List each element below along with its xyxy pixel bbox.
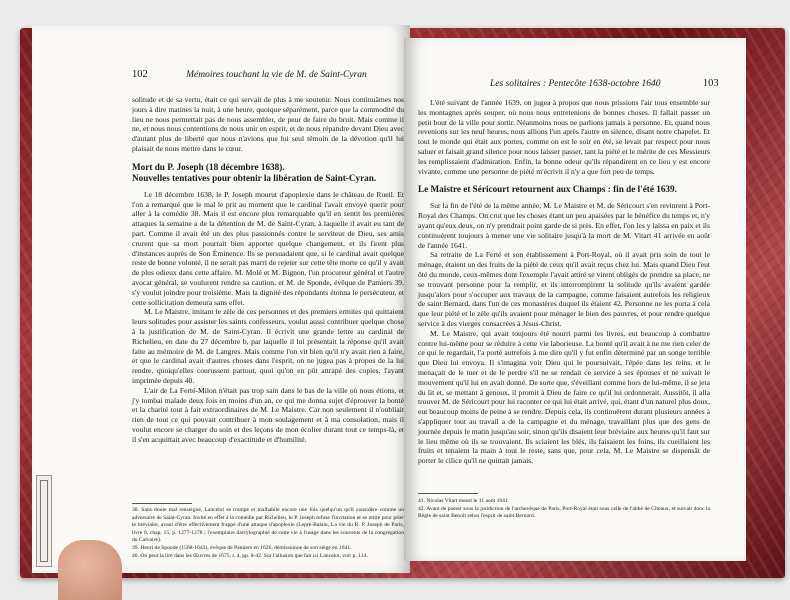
left-paragraph-2: M. Le Maistre, imitant le zèle de ces personnes et des premiers ermites qui quittaient leurs solitudes pour assister les saints confesseurs, voulut aussi contribuer quelque chose à la justification de M. de Saint-Cyran. Il écrivit une grande lettre au cardinal de Richelieu, en date du 27 décembre b, par laquelle il lui présentait la réponse qu'il avait faite au mémoire de M. de Langres. Mais comme l'on vit bien qu'il n'y avait rien à faire, et que le cardinal avait d'autres choses dans l'esprit, on ne jugea pas à propos de la lui rendre, quoiqu'elles courussent partout, quoi qu'on en pût attrapé des copies, l'ayant imprimée depuis 40. [132, 307, 404, 385]
footnote-42: 42. Avant de passer sous la juridiction de l'archevêque de Paris, Port-Royal était sous celle de l'abbé de Cîteaux, et suivait donc la Règle de saint Benoît selon l'esprit de saint Bernard. [418, 505, 710, 520]
right-paragraph-3: M. Le Maistre, qui avait toujours été nourri parmi les livres, eut beaucoup à combattre contre lui-même pour se réduire à cette vie laborieuse. La bonté qu'il avait à ne me rien celer de ce qui le regardait, l'a porté autrefois à me dire qu'il y fut enfin déterminé par un songe terrible que Dieu lui envoya. Il s'imagina voir Dieu qui le poursuivait, l'épée dans les reins, et le menaçait de le tuer et de le perdre s'il ne se rendait ce service à ses épouses et ne suivait le mouvement qu'il lui en avait donné. De sorte que, s'éveillant comme hors de lui-même, il se jeta du lit et, se mettant à genoux, il promit à Dieu de faire ce qu'il lui ordonnerait. Aussitôt, il alla trouver M. de Séricourt pour lui raconter ce qui lui était arrivé, qui, étant d'un naturel plus doux, eut beaucoup moins de peine à se rendre. Depuis cela, ils continuèrent durant plusieurs années à s'appliquer tout au travail a de la campagne et du ménage, travaillant plus que des gens de journée depuis le matin jusqu'au soir, sinon qu'ils disaient leur bréviaire aux heures qu'il faut sur le lieu même où ils se trouvaient. Ils sciaient les blés, ils faisaient les foins, ils cueillaient les fruits et tenaient la main à tout le reste, sans que, pour cela, M. Le Maistre se dispensât de porter le cilice qu'il ne quittait jamais. [418, 328, 710, 466]
left-section-heading-line-1: Mort du P. Joseph (18 décembre 1638). [132, 161, 285, 172]
left-paragraph-3: L'air de La Ferté-Milon n'était pas trop sain dans le bas de la ville où nous étions, et j'y tombai malade deux fois en moins d'un an, ce qui me donna sujet d'éprouver la bonté et la charité tout à fait extraordinaires de M. Le Maistre. Car non seulement il n'oubliait rien de tout ce qui pouvait contribuer à mon soulagement et à ma consolation, mais il voulut encore se charger du soin et des leçons de mon écolier durant tout ce temps-là, et il s'en acquittait avec beaucoup d'exactitude et d'humilité. [132, 385, 404, 444]
right-footnote-rule [418, 493, 478, 494]
left-section-heading [132, 162, 404, 184]
right-footnotes [418, 498, 710, 521]
right-page [404, 38, 746, 561]
right-section-heading: Le Maistre et Séricourt retournent aux Champs : fin de l'été 1639. [418, 184, 677, 195]
bookmark-tab [36, 475, 52, 567]
left-intro-paragraph: solitude et de sa vertu, était ce qui servait de plus à me soutenir. Nous continuâmes nos jours à dire matines la nuit, à une heure, quoique séparément, parce que la commodité du lieu ne nous permettait pas de nous assembler, de peur de faire du bruit. Mais comme il ne, et nous nous contentions de nous unir en esprit, et de nous répandre devant Dieu avec d'autant plus de liberté que nous n'avions que lui seul témoin de la dévotion qu'il lui plaisait de nous mettre dans le cœur. [132, 95, 404, 153]
right-page-body [418, 98, 710, 466]
left-page-header [132, 69, 367, 80]
left-page [32, 25, 410, 573]
left-paragraph-1: Le 18 décembre 1638, le P. Joseph mourut d'apoplexie dans le château de Rueil. Et l'on a remarqué que le mal le prit au moment que le cardinal l'avait envoyé querir pour aller à la comédie 38. Mais il est encore plus remarquable qu'il en sentit les premières attaques la semaine a de la détention de M. de Saint-Cyran, à laquelle il avait eu tant de part. Comme il avait été un des plus passionnés contre le serviteur de Dieu, ses amis crurent que sa mort pourrait bien apporter quelque changement, et ils firent plus d'instances auprès de Son Éminence. Ils se persuadaient que, si le cardinal avait quelque reste de bonne volonté, il ne serait pas marri de rejeter sur cette tête morte ce qu'il y avait de plus odieux dans cette affaire. M. Molé et M. Bignon, l'un procureur général et l'autre avocat général, se voulurent rendre sa caution, et M. de Sponde, évêque de Pamiers 39, s'y voulut joindre pour troisième. Mais la dignité des répondants étonna le persécuteur, et cette sollicitation demeura sans effet. [132, 189, 404, 307]
left-footnotes [132, 507, 404, 560]
left-section-heading-line-2: Nouvelles tentatives pour obtenir la libération de Saint-Cyran. [132, 172, 377, 183]
left-page-number: 102 [132, 69, 148, 80]
right-running-title: Les solitaires : Pentecôte 1638-octobre 1640 [490, 79, 661, 89]
footnote-38: 38. Sans doute mal renseigné, Lancelot se trompe et malhabile encore une fois quelqu'un qu'il considère comme un adversaire de Saint-Cyran. Invité en effet à la comédie par Richelieu, le P. Joseph refuse l'invitation et se retire pour prier le bréviaire, avant d'être effectivement frappé d'une attaque d'apoplexie (Lepré-Balain, La vie du R. P. Joseph de Paris, livre 8, chap. 15, p. 1277-1278 ; l'exemplaire dactylographié de cette vie à l'usage dans les couvents de la congrégation du Calvaire). [132, 507, 404, 544]
right-page-header [490, 78, 719, 89]
footnote-40: 40. On peut la lire dans les Œuvres de 1675, t. 4, pp. 8-42. Sur l'allusion que fait ici Lancelot, voir p. 114. [132, 552, 368, 559]
footnote-41: 41. Nicolas Vitart meurt le 11 août 1641. [418, 498, 510, 504]
left-page-body [132, 95, 404, 445]
right-intro-paragraph: L'été suivant de l'année 1639, on jugea à propos que nous prissions l'air tous ensemble sur les montagnes après souper, où nous nous entretenions de bonnes choses. Il fallait passer un petit bout de la ville pour sortir. Néanmoins nous ne parlions jamais à personne. Et, quand nous revenions sur les neuf heures, nous allions l'un après l'autre en silence, disant notre chapelet. Et tout le monde qui était aux portes, comme on est le soir en été, se levait par respect pour nous saluer et faisait grand silence pour nous laisser passer, tant la piété et le mérite de ces Messieurs les remplissaient d'admiration. Enfin, la bonne odeur qu'ils répandirent en ce lieu y est encore vivante, comme une personne de piété m'écrivit il n'y a que fort peu de temps. [418, 98, 710, 176]
right-paragraph-2: Sa retraite de La Ferté et son établissement à Port-Royal, où il avait pris soin de tout le ménage, étaient un des fruits de la piété de ceux qu'il avait reçus chez lui. Mais quand Dieu l'eut ôté du monde, ceux-mêmes dont l'exemple l'avait attiré se virent obligés de prendre sa place, ne se trouvant personne pour la remplir, et ils interrompirent la solitude qu'ils avaient gardée jusqu'alors pour s'occuper aux travaux de la campagne, comme faisaient autrefois les religieux de saint Bernard, dans l'un de ces monastères duquel ils étaient 42. Personne ne les porta à cela que leur piété et le zèle qu'ils avaient pour ménager le bien des pauvres, et pour rendre quelque service à des vierges consacrées à Jésus-Christ. [418, 250, 710, 328]
holding-thumb [58, 540, 122, 600]
left-footnote-rule [132, 503, 192, 504]
right-page-number: 103 [702, 78, 719, 89]
right-paragraph-1: Sur la fin de l'été de la même année, M. Le Maistre et M. de Séricourt s'en revinrent à Port-Royal des Champs. On crut que les choses étant un peu apaisées par le bénéfice du temps et, n'y ayant qu'eux deux, on n'y prendrait point garde de si près. En effet, l'on les y laissa en paix et ils continuèrent toujours à mener une vie solitaire jusqu'à la mort de M. Vitart 41 arrivée en août de l'année 1641. [418, 201, 710, 250]
footnote-39: 39. Henri de Sponde (1568-1643), évêque de Pamiers en 1626, démissionne de son siège en 1641. [132, 544, 352, 551]
left-running-title: Mémoires touchant la vie de M. de Saint-Cyran [186, 70, 367, 80]
